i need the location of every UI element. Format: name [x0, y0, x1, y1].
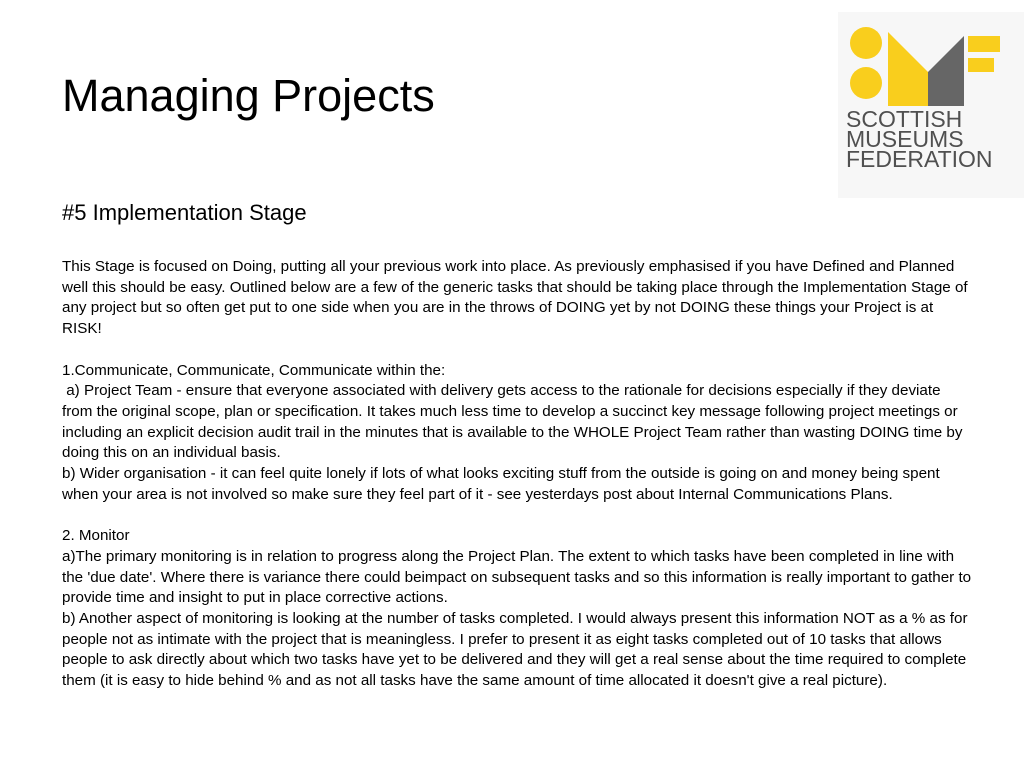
logo-line-2: MUSEUMS [846, 126, 964, 152]
logo-dot-bottom [850, 67, 882, 99]
logo-shape-gray [928, 36, 964, 106]
intro-paragraph: This Stage is focused on Doing, putting all your previous work into place. As previously emphasised if you have Defined and Planned well this should be easy. Outlined below are a few of the generic tasks that should be taking place through the Implementation Stage of any project but so often get put to one side when you are in the throws of DOING yet by not DOING these things your Project is at RISK! [62, 258, 968, 338]
logo-shape-yellow [888, 32, 928, 106]
item-2a-paragraph: a)The primary monitoring is in relation to progress along the Project Plan. The extent to which tasks have been completed in line with the 'due date'. Where there is variance there could beimpact on subsequent tasks and so this information is really important to gather to provide time and insight to put in place corrective actions. [62, 547, 972, 607]
item-2-heading: 2. Monitor [62, 527, 130, 545]
paragraph-gap [62, 340, 974, 361]
logo-line-3: FEDERATION [846, 146, 993, 172]
slide-body [62, 257, 974, 692]
item-1-heading: 1.Communicate, Communicate, Communicate within the: [62, 361, 446, 379]
logo-dot-top [850, 27, 882, 59]
section-subtitle: #5 Implementation Stage [62, 200, 307, 225]
page-title: Managing Projects [62, 70, 435, 121]
logo-bar-middle [968, 58, 994, 72]
scottish-museums-federation-logo [838, 12, 1024, 198]
item-1a-paragraph: a) Project Team - ensure that everyone associated with delivery gets access to the rationale for decisions especially if they deviate from the original scope, plan or specification. It takes much less time to develop a succinct key message following project meetings or including an explicit decision audit trail in the minutes that is available to the WHOLE Project Team rather than wasting DOING time by doing this on an individual basis. [62, 382, 967, 462]
item-2b-paragraph: b) Another aspect of monitoring is looking at the number of tasks completed. I would always present this information NOT as a % as for people not as intimate with the project that is meaningless. I prefer to present it as eight tasks completed out of 10 tasks that allows people to ask directly about which two tasks have yet to be delivered and they will get a real sense about the time required to complete them (it is easy to hide behind % and as not all tasks have the same amount of time allocated it doesn't give a real picture). [62, 609, 968, 690]
logo-line-1: SCOTTISH [846, 106, 963, 132]
paragraph-gap [62, 505, 974, 526]
item-1b-paragraph: b) Wider organisation - it can feel quite lonely if lots of what looks exciting stuff from the outside is going on and money being spent when your area is not involved so make sure they feel part of it - see yesterdays post about Internal Communications Plans. [62, 465, 940, 503]
logo-bar-top [968, 36, 1000, 52]
logo-wordmark [846, 106, 993, 172]
logo-mark-icon [844, 22, 1004, 106]
